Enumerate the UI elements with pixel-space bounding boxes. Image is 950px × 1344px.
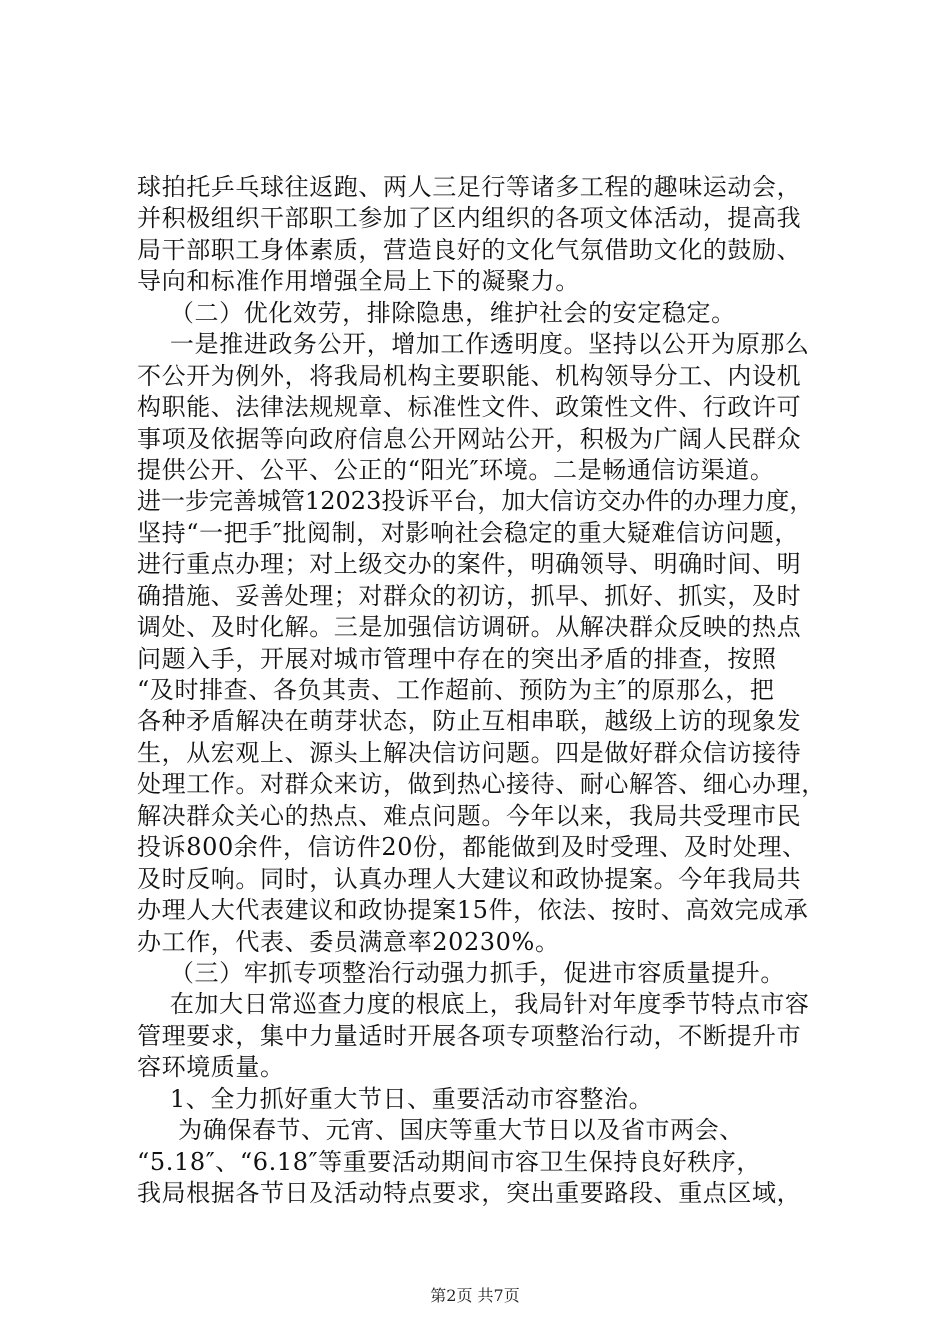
subsection-heading: 1、全力抓好重大节日、重要活动市容整治。 <box>137 1084 654 1113</box>
document-body <box>137 172 837 1209</box>
text-line: 办理人大代表建议和政协提案15件，依法、按时、高效完成承 <box>137 896 809 925</box>
text-line: 事项及依据等向政府信息公开网站公开，积极为广阔人民群众 <box>137 424 802 453</box>
text-line: 容环境质量。 <box>137 1053 285 1082</box>
text-line: 在加大日常巡查力度的根底上，我局针对年度季节特点市容 <box>137 990 810 1019</box>
text-line: 进一步完善城管12023投诉平台，加大信访交办件的办理力度， <box>137 487 814 516</box>
text-line: “5.18″、“6.18″等重要活动期间市容卫生保持良好秩序， <box>137 1147 761 1176</box>
text-line: “及时排查、各负其责、工作超前、预防为主″的原那么，把 <box>137 676 775 704</box>
text-line: 球拍托乒乓球往返跑、两人三足行等诸多工程的趣味运动会， <box>137 173 802 201</box>
text-line: 导向和标准作用增强全局上下的凝聚力。 <box>137 267 580 296</box>
text-line: 我局根据各节日及活动特点要求，突出重要路段、重点区域， <box>137 1179 802 1207</box>
text-line: 确措施、妥善处理；对群众的初访，抓早、抓好、抓实，及时 <box>137 581 802 610</box>
text-line: 并积极组织干部职工参加了区内组织的各项文体活动，提高我 <box>137 204 802 233</box>
text-line: 处理工作。对群众来访，做到热心接待、耐心解答、细心办理， <box>137 770 826 799</box>
section-heading: （三）牢抓专项整治行动强力抓手，促进市容质量提升。 <box>137 958 785 987</box>
text-line: 投诉800余件，信访件20份，都能做到及时受理、及时处理、 <box>137 833 807 862</box>
text-line: 及时反响。同时，认真办理人大建议和政协提案。今年我局共 <box>137 864 802 893</box>
text-line: 为确保春节、元宵、国庆等重大节日以及省市两会、 <box>137 1116 744 1145</box>
text-line: 各种矛盾解决在萌芽状态，防止互相串联，越级上访的现象发 <box>137 707 802 736</box>
text-line: 构职能、法律法规规章、标准性文件、政策性文件、行政许可 <box>137 393 802 422</box>
text-line: 问题入手，开展对城市管理中存在的突出矛盾的排查，按照 <box>137 644 777 673</box>
text-line: 调处、及时化解。三是加强信访调研。从解决群众反映的热点 <box>137 613 802 642</box>
text-line: 进行重点办理；对上级交办的案件，明确领导、明确时间、明 <box>137 550 802 579</box>
page-footer: 第2页 共7页 <box>430 1286 520 1305</box>
text-line: 提供公开、公平、公正的“阳光″环境。二是畅通信访渠道。 <box>137 455 775 484</box>
text-line: 管理要求，集中力量适时开展各项专项整治行动，不断提升市 <box>137 1021 802 1050</box>
text-line: 一是推进政务公开，增加工作透明度。坚持以公开为原那么 <box>137 330 810 359</box>
text-line: 坚持“一把手″批阅制，对影响社会稳定的重大疑难信访问题， <box>137 518 800 547</box>
text-line: 局干部职工身体素质，营造良好的文化气氛借助文化的鼓励、 <box>137 235 802 264</box>
text-line: 解决群众关心的热点、难点问题。今年以来，我局共受理市民 <box>137 801 802 830</box>
text-line: 不公开为例外，将我局机构主要职能、机构领导分工、内设机 <box>137 361 802 390</box>
section-heading: （二）优化效劳，排除隐患，维护社会的安定稳定。 <box>137 298 736 327</box>
text-line: 生，从宏观上、源头上解决信访问题。四是做好群众信访接待 <box>137 738 802 767</box>
text-line: 办工作，代表、委员满意率20230%。 <box>137 927 560 956</box>
